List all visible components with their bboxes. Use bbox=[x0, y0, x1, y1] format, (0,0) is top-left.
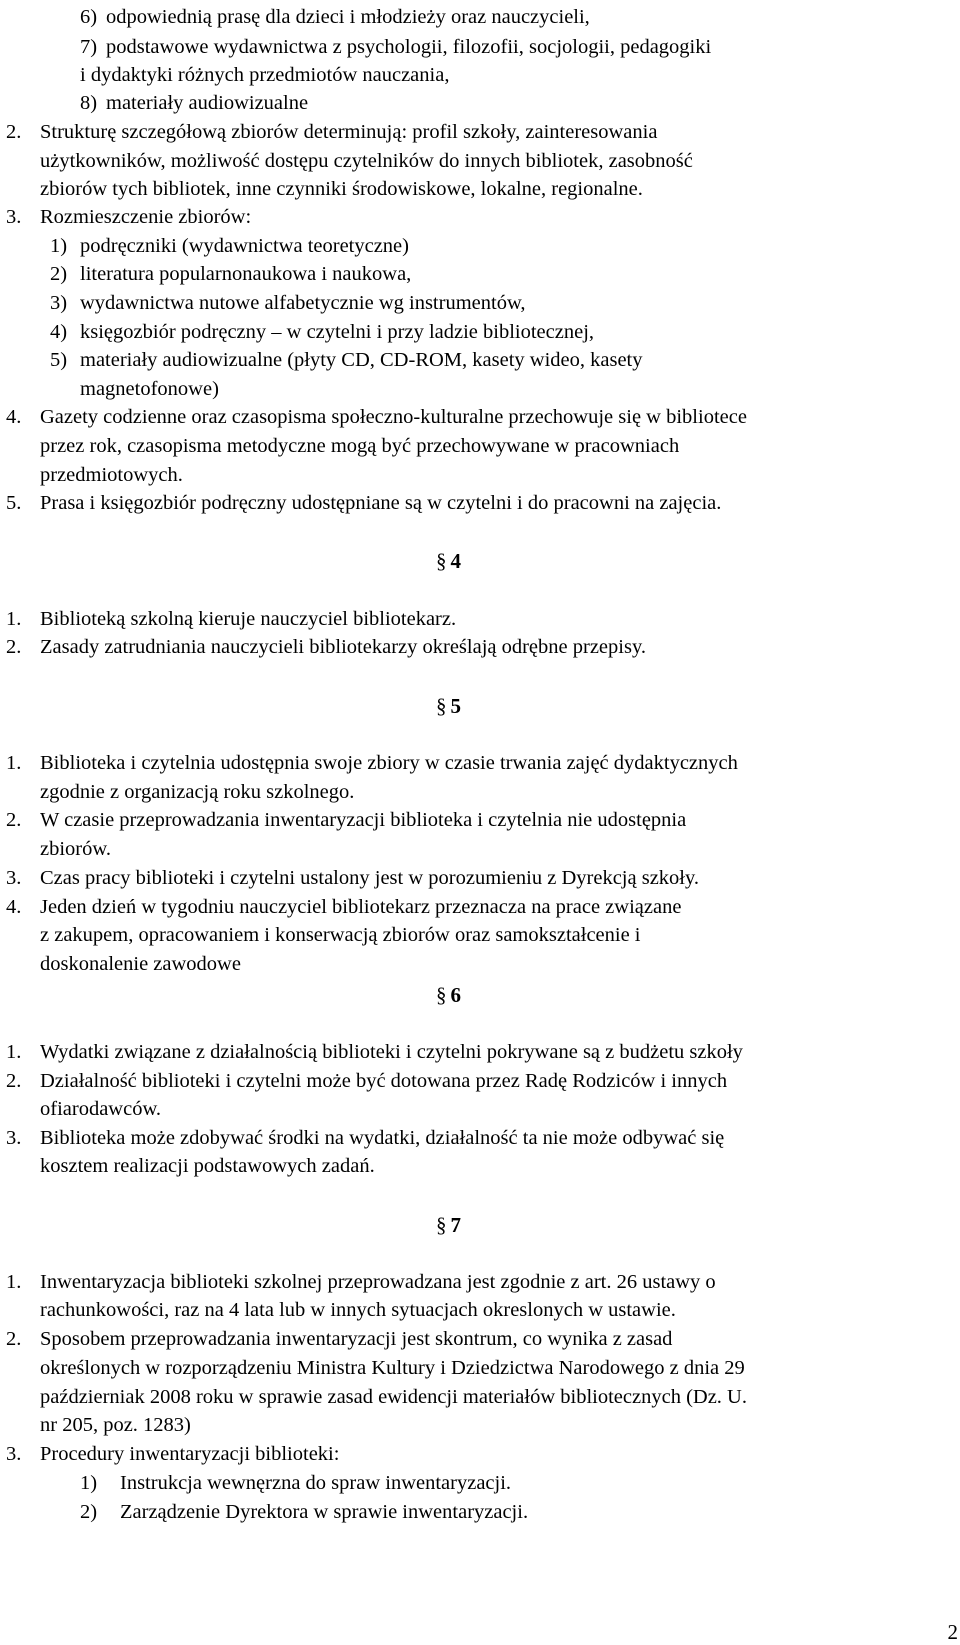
list-number: 3) bbox=[50, 292, 68, 314]
paragraph-text: Biblioteką szkolną kieruje nauczyciel bibliotekarz. bbox=[40, 608, 457, 630]
section-heading bbox=[436, 1212, 461, 1238]
paragraph-number: 3. bbox=[6, 1443, 22, 1465]
list-item-text: podręczniki (wydawnictwa teoretyczne) bbox=[80, 235, 409, 257]
paragraph-number: 2. bbox=[6, 1328, 22, 1350]
list-number: 4) bbox=[50, 321, 68, 343]
paragraph-number: 2. bbox=[6, 121, 22, 143]
list-item-text: odpowiednią prasę dla dzieci i młodzieży oraz nauczycieli, bbox=[106, 6, 590, 28]
paragraph-text: określonych w rozporządzeniu Ministra Kultury i Dziedzictwa Narodowego z dnia 29 bbox=[40, 1357, 745, 1379]
list-number: 2) bbox=[80, 1501, 98, 1523]
paragraph-text: Prasa i księgozbiór podręczny udostępniane są w czytelni i do pracowni na zajęcia. bbox=[40, 492, 722, 514]
section-heading bbox=[436, 982, 461, 1008]
list-number: 8) bbox=[80, 92, 98, 114]
paragraph-number: 1. bbox=[6, 752, 22, 774]
list-item-text: materiały audiowizualne bbox=[106, 92, 309, 114]
section-heading bbox=[436, 548, 461, 574]
list-item-text: magnetofonowe) bbox=[80, 378, 219, 400]
list-item-text: i dydaktyki różnych przedmiotów nauczania, bbox=[80, 64, 450, 86]
paragraph-text: Wydatki związane z działalnością biblioteki i czytelni pokrywane są z budżetu szkoły bbox=[40, 1041, 743, 1063]
list-item-text: Zarządzenie Dyrektora w sprawie inwentaryzacji. bbox=[120, 1501, 529, 1523]
paragraph-text: ofiarodawców. bbox=[40, 1098, 162, 1120]
paragraph-number: 1. bbox=[6, 1041, 22, 1063]
paragraph-text: przez rok, czasopisma metodyczne mogą być przechowywane w pracowniach bbox=[40, 435, 680, 457]
section-sign: § bbox=[436, 1213, 447, 1237]
list-number: 2) bbox=[50, 263, 68, 285]
paragraph-text: Biblioteka może zdobywać środki na wydatki, działalność ta nie może odbywać się bbox=[40, 1127, 725, 1149]
paragraph-text: Gazety codzienne oraz czasopisma społeczno-kulturalne przechowuje się w bibliotece bbox=[40, 406, 747, 428]
paragraph-text: Zasady zatrudniania nauczycieli bibliotekarzy określają odrębne przepisy. bbox=[40, 636, 647, 658]
list-item-text: materiały audiowizualne (płyty CD, CD-ROM, kasety wideo, kasety bbox=[80, 349, 643, 371]
paragraph-number: 3. bbox=[6, 867, 22, 889]
paragraph-text: kosztem realizacji podstawowych zadań. bbox=[40, 1155, 375, 1177]
paragraph-text: Działalność biblioteki i czytelni może być dotowana przez Radę Rodziców i innych bbox=[40, 1070, 728, 1092]
paragraph-number: 1. bbox=[6, 1271, 22, 1293]
paragraph-number: 3. bbox=[6, 206, 22, 228]
paragraph-number: 2. bbox=[6, 636, 22, 658]
paragraph-text: doskonalenie zawodowe bbox=[40, 953, 241, 975]
paragraph-text: zbiorów. bbox=[40, 838, 111, 860]
paragraph-text: Jeden dzień w tygodniu nauczyciel bibliotekarz przeznacza na prace związane bbox=[40, 896, 682, 918]
section-number: 5 bbox=[450, 694, 461, 718]
paragraph-number: 4. bbox=[6, 406, 22, 428]
section-heading bbox=[436, 693, 461, 719]
paragraph-number: 4. bbox=[6, 896, 22, 918]
paragraph-number: 2. bbox=[6, 1070, 22, 1092]
paragraph-text: z zakupem, opracowaniem i konserwacją zbiorów oraz samokształcenie i bbox=[40, 924, 641, 946]
list-item-text: podstawowe wydawnictwa z psychologii, filozofii, socjologii, pedagogiki bbox=[106, 36, 712, 58]
paragraph-text: zgodnie z organizacją roku szkolnego. bbox=[40, 781, 355, 803]
section-number: 6 bbox=[450, 983, 461, 1007]
section-number: 4 bbox=[450, 549, 461, 573]
paragraph-text: zbiorów tych bibliotek, inne czynniki środowiskowe, lokalne, regionalne. bbox=[40, 178, 643, 200]
paragraph-number: 2. bbox=[6, 809, 22, 831]
paragraph-text: Biblioteka i czytelnia udostępnia swoje zbiory w czasie trwania zajęć dydaktycznych bbox=[40, 752, 738, 774]
paragraph-text: Procedury inwentaryzacji biblioteki: bbox=[40, 1443, 340, 1465]
paragraph-text: użytkowników, możliwość dostępu czytelników do innych bibliotek, zasobność bbox=[40, 150, 693, 172]
paragraph-text: przedmiotowych. bbox=[40, 464, 183, 486]
paragraph-text: Rozmieszczenie zbiorów: bbox=[40, 206, 252, 228]
list-number: 1) bbox=[80, 1472, 98, 1494]
paragraph-text: nr 205, poz. 1283) bbox=[40, 1414, 191, 1436]
list-item-text: wydawnictwa nutowe alfabetycznie wg instrumentów, bbox=[80, 292, 526, 314]
paragraph-text: październiak 2008 roku w sprawie zasad ewidencji materiałów bibliotecznych (Dz. U. bbox=[40, 1386, 747, 1408]
paragraph-text: W czasie przeprowadzania inwentaryzacji biblioteka i czytelnia nie udostępnia bbox=[40, 809, 687, 831]
paragraph-text: Strukturę szczegółową zbiorów determinują: profil szkoły, zainteresowania bbox=[40, 121, 658, 143]
section-number: 7 bbox=[450, 1213, 461, 1237]
paragraph-number: 5. bbox=[6, 492, 22, 514]
list-number: 1) bbox=[50, 235, 68, 257]
paragraph-text: Czas pracy biblioteki i czytelni ustalony jest w porozumieniu z Dyrekcją szkoły. bbox=[40, 867, 700, 889]
page-number: 2 bbox=[947, 1620, 958, 1644]
section-sign: § bbox=[436, 983, 447, 1007]
paragraph-text: Sposobem przeprowadzania inwentaryzacji jest skontrum, co wynika z zasad bbox=[40, 1328, 673, 1350]
paragraph-text: Inwentaryzacja biblioteki szkolnej przeprowadzana jest zgodnie z art. 26 ustawy o bbox=[40, 1271, 716, 1293]
list-item-text: literatura popularnonaukowa i naukowa, bbox=[80, 263, 412, 285]
list-number: 5) bbox=[50, 349, 68, 371]
list-item-text: Instrukcja wewnęrzna do spraw inwentaryzacji. bbox=[120, 1472, 512, 1494]
paragraph-number: 1. bbox=[6, 608, 22, 630]
section-sign: § bbox=[436, 549, 447, 573]
list-number: 7) bbox=[80, 36, 98, 58]
paragraph-number: 3. bbox=[6, 1127, 22, 1149]
section-sign: § bbox=[436, 694, 447, 718]
list-item-text: księgozbiór podręczny – w czytelni i przy ladzie bibliotecznej, bbox=[80, 321, 595, 343]
list-number: 6) bbox=[80, 6, 98, 28]
paragraph-text: rachunkowości, raz na 4 lata lub w innych sytuacjach okreslonych w ustawie. bbox=[40, 1299, 676, 1321]
